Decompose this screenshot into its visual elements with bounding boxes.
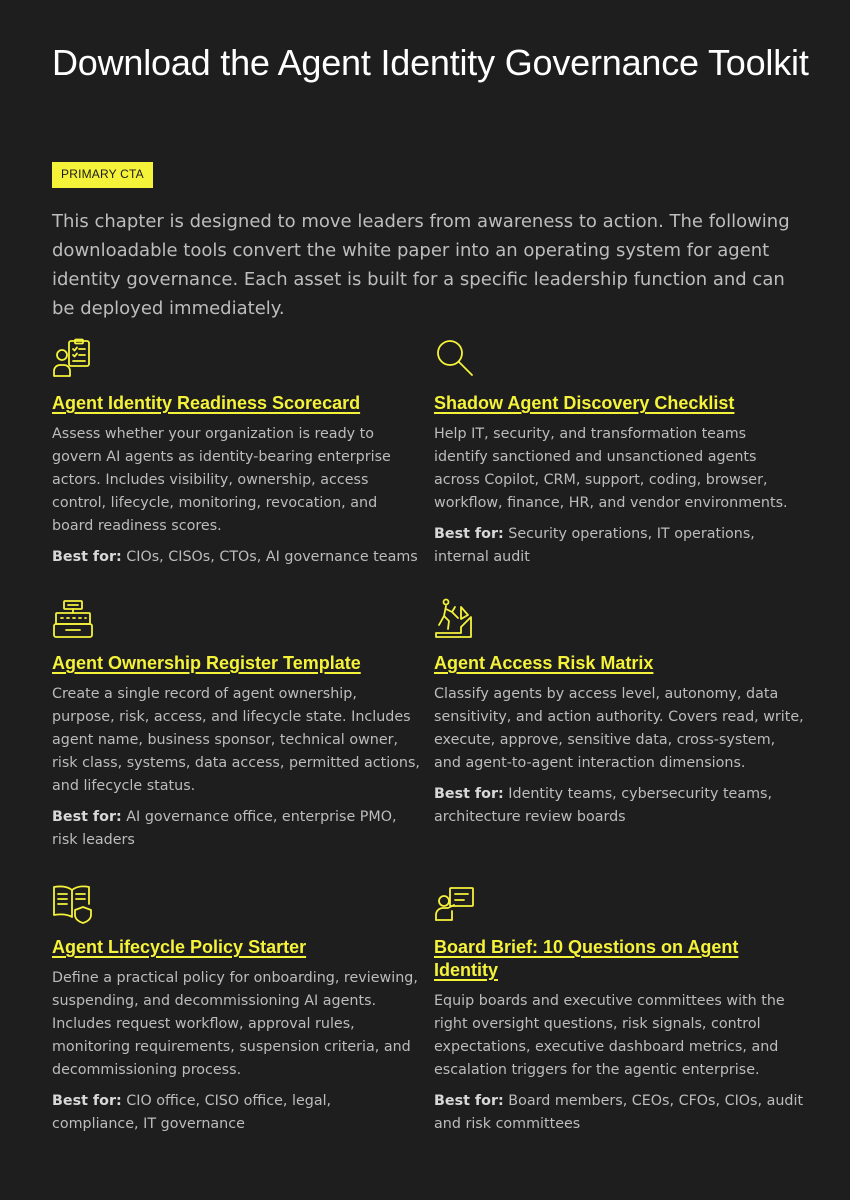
- tool-description: Equip boards and executive committees with the right oversight questions, risk signals, control expectations, executive dashboard metrics, and escalation triggers for the agentic enterprise.: [434, 993, 785, 1078]
- presenter-board-icon: [434, 882, 476, 924]
- tool-title-link[interactable]: Agent Ownership Register Template: [52, 653, 361, 673]
- magnifier-icon: [434, 338, 476, 380]
- best-for-value: Security operations, IT operations, internal audit: [434, 526, 755, 565]
- best-for-value: AI governance office, enterprise PMO, risk leaders: [52, 809, 397, 848]
- tool-title-link[interactable]: Board Brief: 10 Questions on Agent Identity: [434, 937, 739, 980]
- best-for-line: [52, 1090, 422, 1136]
- climbing-person-icon: [434, 598, 476, 640]
- best-for-label: Best for:: [434, 526, 504, 542]
- best-for-label: Best for:: [52, 1093, 122, 1109]
- tool-description: Assess whether your organization is ready to govern AI agents as identity-bearing enterprise actors. Includes visibility, ownership, access control, lifecycle, monitoring, revocation, and board readiness scores.: [52, 426, 391, 534]
- best-for-label: Best for:: [52, 809, 122, 825]
- best-for-value: Board members, CEOs, CFOs, CIOs, audit and risk committees: [434, 1093, 804, 1132]
- tool-title-link[interactable]: Agent Identity Readiness Scorecard: [52, 393, 361, 413]
- best-for-line: [434, 1090, 804, 1136]
- tool-title: [434, 392, 804, 415]
- tool-title: [52, 392, 422, 415]
- best-for-line: [52, 806, 422, 852]
- tool-title: [52, 936, 422, 959]
- best-for-value: CIO office, CISO office, legal, compliance, IT governance: [52, 1093, 332, 1132]
- best-for-label: Best for:: [434, 1093, 504, 1109]
- tool-description: Help IT, security, and transformation teams identify sanctioned and unsanctioned agents across Copilot, CRM, support, coding, browser, workflow, finance, HR, and vendor environments.: [434, 426, 788, 511]
- tool-title: [434, 652, 804, 675]
- tool-title: [52, 652, 422, 675]
- policy-book-shield-icon: [52, 882, 94, 924]
- person-checklist-icon: [52, 338, 94, 380]
- tool-title-link[interactable]: Shadow Agent Discovery Checklist: [434, 393, 735, 413]
- tool-title-link[interactable]: Agent Access Risk Matrix: [434, 653, 654, 673]
- intro-paragraph: This chapter is designed to move leaders from awareness to action. The following downloadable tools convert the white paper into an operating system for agent identity governance. Each asset is built for a specific leadership function and can be deployed immediately.: [52, 211, 790, 319]
- tool-description: Define a practical policy for onboarding, reviewing, suspending, and decommissioning AI agents. Includes request workflow, approval rules, monitoring requirements, suspension criteria, and decommissioning process.: [52, 970, 418, 1078]
- best-for-line: [434, 783, 804, 829]
- tool-card-access-risk-matrix: [434, 598, 804, 829]
- page-title: Download the Agent Identity Governance Toolkit: [52, 42, 809, 83]
- best-for-label: Best for:: [52, 549, 122, 565]
- primary-cta-badge: PRIMARY CTA: [52, 162, 153, 188]
- tool-description: Create a single record of agent ownership, purpose, risk, access, and lifecycle state. Includes agent name, business sponsor, technical owner, risk class, systems, data access, permitted actions, and lifecycle status.: [52, 686, 420, 794]
- best-for-value: Identity teams, cybersecurity teams, architecture review boards: [434, 786, 773, 825]
- tool-title: [434, 936, 804, 982]
- cash-register-icon: [52, 598, 94, 640]
- tool-card-ownership-register: [52, 598, 422, 852]
- tool-card-lifecycle-policy: [52, 882, 422, 1136]
- tool-card-readiness-scorecard: [52, 338, 422, 569]
- best-for-line: [434, 523, 804, 569]
- tool-title-link[interactable]: Agent Lifecycle Policy Starter: [52, 937, 307, 957]
- tool-description: Classify agents by access level, autonomy, data sensitivity, and action authority. Covers read, write, execute, approve, sensitive data, cross-system, and agent-to-agent interaction dimensions.: [434, 686, 804, 771]
- tool-card-board-brief: [434, 882, 804, 1136]
- best-for-line: [52, 546, 422, 569]
- best-for-label: Best for:: [434, 786, 504, 802]
- tool-card-shadow-agent-checklist: [434, 338, 804, 569]
- best-for-value: CIOs, CISOs, CTOs, AI governance teams: [126, 549, 418, 565]
